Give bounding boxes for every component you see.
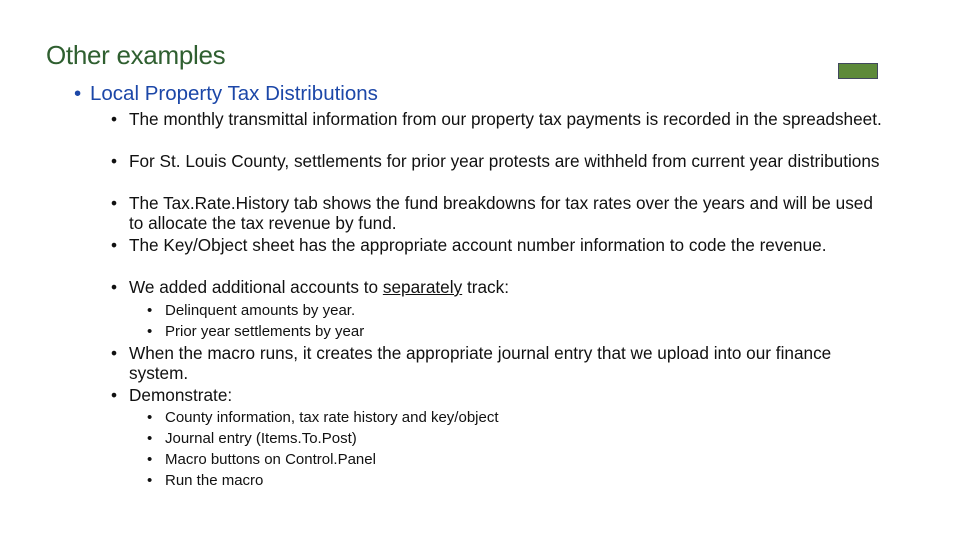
bullet-text: For St. Louis County, settlements for prior year protests are withheld from current year distributions — [129, 151, 880, 171]
bullet-item — [111, 236, 889, 256]
bullet-icon: • — [111, 109, 118, 129]
bullet-text: The Tax.Rate.History tab shows the fund breakdowns for tax rates over the years and will be used to allocate the tax revenue by fund. — [129, 193, 873, 233]
sub-bullet-item — [147, 471, 263, 490]
sub-bullet-text: Macro buttons on Control.Panel — [165, 451, 376, 468]
bullet-icon: • — [147, 323, 153, 340]
bullet-text — [129, 278, 889, 298]
sub-bullet-text: Journal entry (Items.To.Post) — [165, 430, 357, 447]
bullet-item — [111, 344, 889, 383]
green-badge — [838, 63, 878, 79]
bullet-text: The monthly transmittal information from our property tax payments is recorded in the spreadsheet. — [129, 109, 882, 129]
sub-bullet-text: Delinquent amounts by year. — [165, 302, 356, 319]
bullet-icon: • — [111, 193, 118, 213]
bullet-icon: • — [111, 235, 118, 255]
bullet-item — [111, 110, 889, 130]
sub-bullet-text: Prior year settlements by year — [165, 323, 365, 340]
sub-bullet-item — [147, 429, 357, 448]
bullet-text: When the macro runs, it creates the appropriate journal entry that we upload into our finance system. — [129, 343, 832, 383]
bullet-icon: • — [111, 343, 118, 363]
bullet-item — [111, 152, 889, 172]
underlined-word: separately — [382, 277, 463, 297]
bullet-text-end: track: — [462, 277, 509, 297]
sub-bullet-item — [147, 322, 364, 341]
sub-bullet-item — [147, 408, 499, 427]
bullet-icon: • — [147, 302, 153, 319]
sub-bullet-text: Run the macro — [165, 472, 264, 489]
bullet-icon: • — [111, 385, 118, 405]
bullet-item — [111, 386, 889, 406]
bullet-icon: • — [147, 451, 153, 468]
bullet-icon: • — [147, 430, 153, 447]
bullet-item — [111, 278, 889, 298]
bullet-text-start: We added additional accounts to — [129, 277, 383, 297]
bullet-icon: • — [111, 277, 118, 297]
level1-bullet-text: Local Property Tax Distributions — [90, 82, 378, 105]
bullet-item — [111, 194, 889, 233]
sub-bullet-item — [147, 450, 376, 469]
bullet-text: The Key/Object sheet has the appropriate account number information to code the revenue. — [129, 235, 827, 255]
bullet-icon: • — [74, 82, 82, 105]
bullet-icon: • — [147, 472, 153, 489]
bullet-icon: • — [111, 151, 118, 171]
slide-title: Other examples — [46, 40, 226, 70]
sub-bullet-item — [147, 301, 355, 320]
bullet-text: Demonstrate: — [129, 385, 233, 405]
bullet-icon: • — [147, 409, 153, 426]
level1-bullet-item — [74, 82, 378, 106]
sub-bullet-text: County information, tax rate history and key/object — [165, 409, 499, 426]
